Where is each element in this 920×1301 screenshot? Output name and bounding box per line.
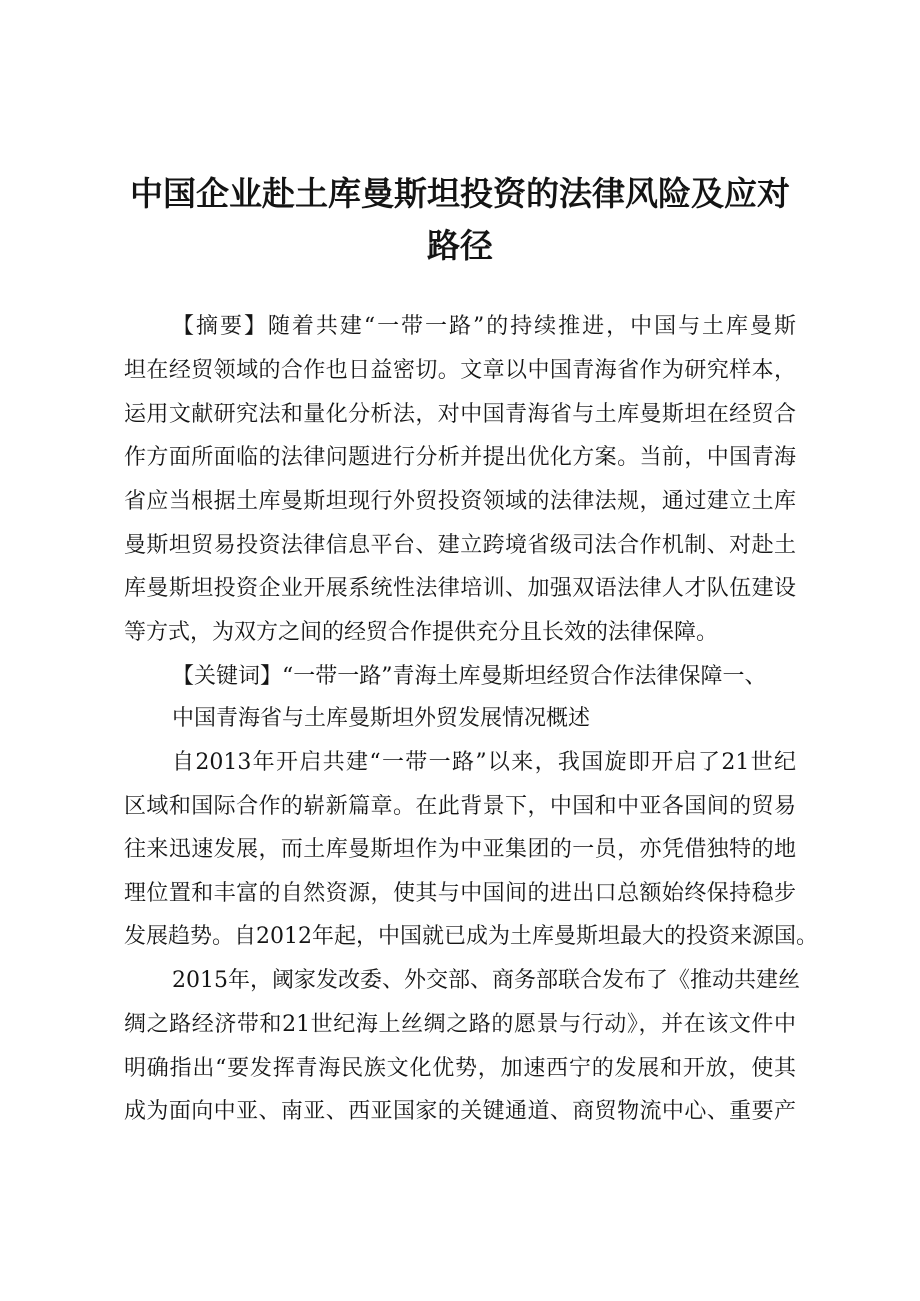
paragraph-line: 发展趋势。自2012年起，中国就已成为土库曼斯坦最大的投资来源国。 <box>124 924 818 949</box>
abstract-line: 运用文献研究法和量化分析法，对中国青海省与土库曼斯坦在经贸合 <box>124 402 796 427</box>
document-title-line-1: 中国企业赴土库曼斯坦投资的法律风险及应对 <box>130 174 790 213</box>
abstract-line: 省应当根据土库曼斯坦现行外贸投资领域的法律法规，通过建立土库 <box>124 489 796 514</box>
abstract-line: 作方面所面临的法律问题进行分析并提出优化方案。当前，中国青海 <box>124 445 796 470</box>
abstract-line: 曼斯坦贸易投资法律信息平台、建立跨境省级司法合作机制、对赴土 <box>124 533 796 558</box>
abstract-line: 库曼斯坦投资企业开展系统性法律培训、加强双语法律人才队伍建设 <box>124 576 796 601</box>
abstract-line: 等方式，为双方之间的经贸合作提供充分且长效的法律保障。 <box>124 620 719 645</box>
document-title-line-2: 路径 <box>427 226 493 265</box>
abstract-line: 坦在经贸领域的合作也日益密切。文章以中国青海省作为研究样本， <box>124 358 796 383</box>
paragraph-line: 2015年，阈家发改委、外交部、商务部联合发布了《推动共建丝 <box>172 968 800 993</box>
keywords-line: 【关键词】“一带一路”青海土库曼斯坦经贸合作法律保障一、 <box>172 664 767 689</box>
paragraph-line: 理位置和丰富的自然资源，使其与中国间的进出口总额始终保持稳步 <box>124 881 796 906</box>
paragraph-line: 往来迅速发展，而土库曼斯坦作为中亚集团的一员，亦凭借独特的地 <box>124 837 796 862</box>
section-heading: 中国青海省与土库曼斯坦外贸发展情况概述 <box>172 706 591 731</box>
paragraph-line: 区域和国际合作的崭新篇章。在此背景下，中国和中亚各国间的贸易 <box>124 794 796 819</box>
abstract-line: 【摘要】随着共建“一带一路”的持续推进，中国与土库曼斯 <box>172 314 796 339</box>
paragraph-line: 自2013年开启共建“一带一路”以来，我国旋即开启了21世纪 <box>172 750 796 775</box>
paragraph-line: 成为面向中亚、南亚、西亚国家的关键通道、商贸物流中心、重要产 <box>124 1099 796 1124</box>
paragraph-line: 绸之路经济带和21世纪海上丝绸之路的愿景与行动》，并在该文件中 <box>124 1012 796 1037</box>
paragraph-line: 明确指出“要发挥青海民族文化优势，加速西宁的发展和开放，使其 <box>124 1056 796 1081</box>
